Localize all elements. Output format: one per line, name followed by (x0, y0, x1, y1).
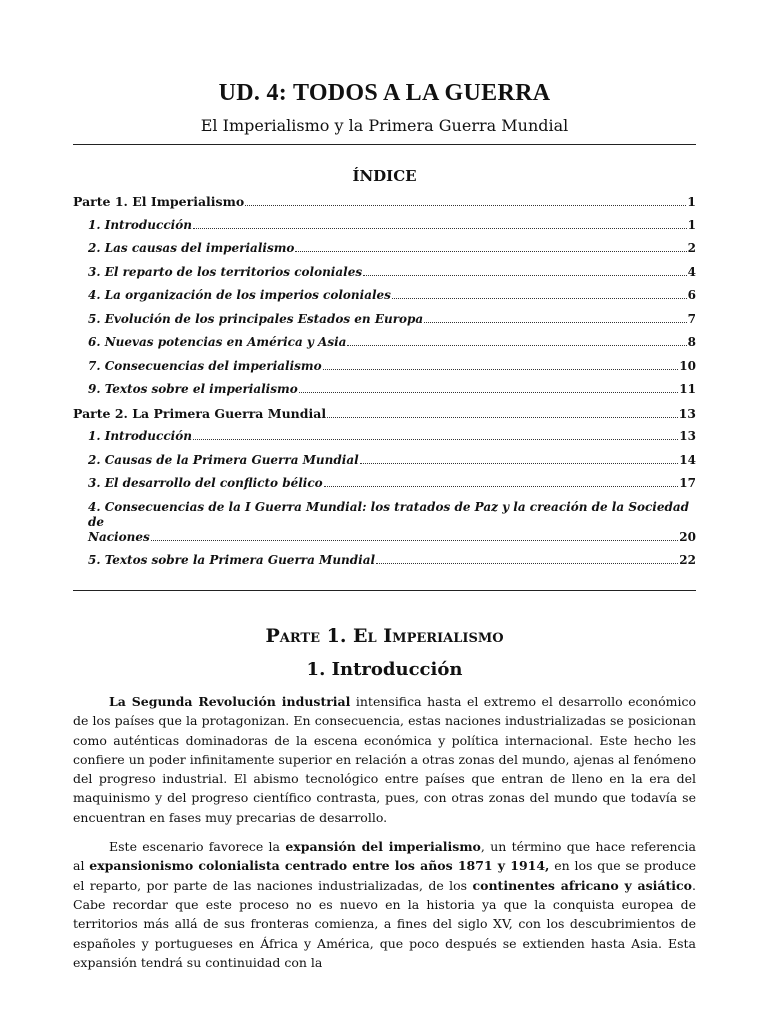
body-text (73, 692, 696, 972)
emphasized-text: continentes africano y asiático (472, 877, 693, 893)
toc-page-number: 20 (679, 529, 696, 544)
part-heading: Parte 1. El Imperialismo (265, 625, 504, 647)
toc-entry-label: 1. Introducción (88, 429, 192, 443)
toc-page-number: 14 (679, 452, 696, 467)
toc-entry-label: 2. Las causas del imperialismo (88, 241, 295, 255)
toc-dot-leader (424, 322, 686, 323)
index-heading: ÍNDICE (352, 167, 417, 185)
toc-dot-leader (295, 251, 686, 252)
section-heading: 1. Introducción (306, 659, 463, 680)
toc-dot-leader (360, 463, 679, 464)
toc-entry-label: 7. Consecuencias del imperialismo (88, 358, 322, 373)
toc-entry-label: 2. Causas de la Primera Guerra Mundial (88, 452, 359, 467)
toc-entry-label: 3. El desarrollo del conflicto bélico (88, 476, 323, 490)
paragraph-text: intensifica hasta el extremo el desarrollo económico de los países que la protagonizan. En consecuencia, estas naciones industrializadas se posicionan como auténticas dominadoras de la escena económica y política internacional. Este hecho les confiere un poder infinitamente superior en relación a otras zonas del mundo, ajenas al fenómeno del progreso industrial. El abismo tecnológico entre países que entran de lleno en la era del maquinismo y del progreso científico contrasta, pues, con otras zonas del mundo que todavía se encuentran en fases muy precarias de desarrollo. (73, 694, 696, 825)
toc-section-entry[interactable] (73, 553, 696, 568)
toc-dot-leader (363, 275, 687, 276)
toc-section-entry[interactable] (73, 312, 696, 327)
document-title: UD. 4: TODOS A LA GUERRA (218, 80, 551, 106)
toc-dot-leader (324, 486, 679, 487)
toc-page-number: 10 (679, 358, 696, 373)
toc-page-number: 1 (687, 194, 696, 209)
paragraph-text: , un término que hace referencia al (73, 839, 696, 874)
toc-entry-label: 5. Textos sobre la Primera Guerra Mundial (88, 553, 376, 567)
top-divider (73, 144, 696, 145)
toc-page-number: 13 (678, 405, 696, 421)
toc-dot-leader (245, 205, 686, 206)
toc-page-number: 6 (687, 288, 696, 302)
toc-dot-leader (323, 369, 679, 370)
toc-entry-label: 9. Textos sobre el imperialismo (88, 382, 298, 396)
toc-page-number: 22 (679, 553, 696, 567)
toc-section-entry[interactable] (73, 218, 696, 233)
toc-section-entry[interactable] (73, 265, 696, 280)
toc-page-number: 8 (687, 335, 696, 349)
emphasized-text: La Segunda Revolución industrial (109, 694, 351, 709)
paragraph-text: en los que se produce el reparto, por parte de las naciones industrializadas, de los (73, 858, 697, 893)
table-of-contents (73, 194, 696, 568)
toc-part-entry[interactable] (73, 406, 696, 421)
toc-page-number: 13 (679, 429, 696, 443)
toc-section-entry[interactable] (73, 382, 696, 397)
toc-entry-label: Naciones (88, 529, 150, 544)
toc-section-entry[interactable] (73, 500, 696, 545)
toc-section-entry[interactable] (73, 476, 696, 491)
toc-dot-leader (151, 540, 679, 541)
body-paragraph (73, 692, 696, 827)
bottom-divider (73, 590, 696, 591)
toc-page-number: 17 (679, 476, 696, 490)
toc-entry-label: 4. La organización de los imperios coloniales (88, 288, 391, 302)
paragraph-text: . Cabe recordar que este proceso no es nuevo en la historia ya que la conquista europea de territorios más allá de sus fronteras comienza, a fines del siglo XV, con los descubrimientos de españoles y portugueses en África y América, que poco después se extienden hasta Asia. Esta expansión tendrá su continuidad con la (73, 877, 696, 970)
toc-entry-label: 5. Evolución de los principales Estados en Europa (88, 311, 424, 326)
toc-entry-label: Parte 2. La Primera Guerra Mundial (73, 405, 327, 421)
toc-entry-label: Parte 1. El Imperialismo (73, 194, 245, 209)
toc-entry-label: 6. Nuevas potencias en América y Asia (88, 335, 347, 349)
toc-dot-leader (193, 439, 678, 440)
toc-entry-label: 4. Consecuencias de la I Guerra Mundial: los tratados de Paz y la creación de la Sociedad de (88, 499, 690, 529)
toc-entry-label: 1. Introducción (88, 217, 192, 232)
toc-section-entry[interactable] (73, 429, 696, 444)
paragraph-text: Este escenario favorece la (109, 839, 286, 855)
toc-part-entry[interactable] (73, 194, 696, 209)
toc-page-number: 11 (679, 382, 696, 396)
emphasized-text: expansionismo colonialista centrado entre los años 1871 y 1914, (89, 858, 550, 874)
toc-section-entry[interactable] (73, 453, 696, 468)
toc-page-number: 2 (687, 241, 696, 255)
toc-section-entry[interactable] (73, 359, 696, 374)
emphasized-text: expansión del imperialismo (285, 839, 481, 855)
document-page (73, 0, 696, 972)
body-paragraph (73, 837, 696, 972)
toc-dot-leader (347, 345, 686, 346)
toc-page-number: 4 (687, 264, 696, 279)
toc-section-entry[interactable] (73, 288, 696, 303)
toc-dot-leader (376, 563, 678, 564)
toc-entry-label: 3. El reparto de los territorios coloniales (88, 264, 363, 279)
toc-page-number: 1 (687, 217, 696, 232)
toc-section-entry[interactable] (73, 335, 696, 350)
toc-dot-leader (193, 228, 687, 229)
toc-section-entry[interactable] (73, 241, 696, 256)
document-subtitle: El Imperialismo y la Primera Guerra Mundial (200, 116, 569, 135)
toc-dot-leader (327, 417, 677, 418)
toc-page-number: 7 (687, 311, 696, 326)
toc-dot-leader (392, 298, 687, 299)
toc-dot-leader (299, 392, 679, 393)
